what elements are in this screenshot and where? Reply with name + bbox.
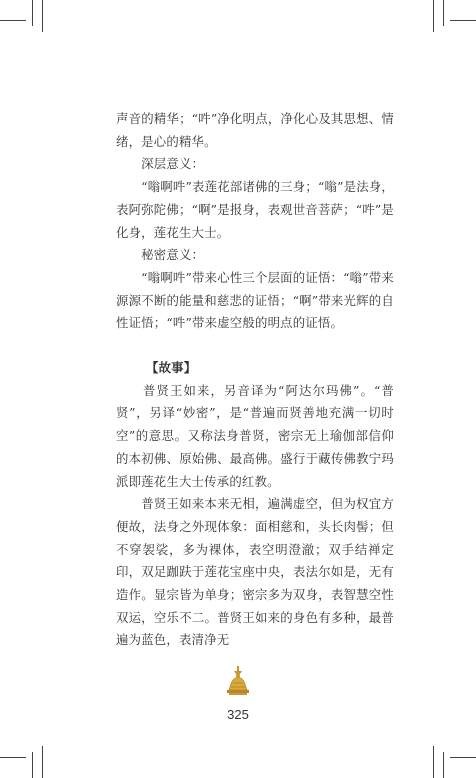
crop-mark — [32, 752, 33, 778]
crop-mark — [42, 0, 43, 32]
crop-mark — [0, 757, 26, 758]
paragraph: “嗡啊吽”带来心性三个层面的证悟：“嗡”带来源源不断的能量和慈悲的证悟；“啊”带来光辉的自性证悟；“吽”带来虚空般的明点的证悟。 — [116, 269, 394, 331]
paragraph: 普贤王如来本来无相，遍满虚空，但为权宜方便故，法身之外现体象：面相慈和，头长肉髻；但不穿袈裟，多为裸体，表空明澄澈；双手结禅定印，双足跏趺于莲花宝座中央，表法尔如是，无有造作。显宗皆为单身；密宗多为双身，表智慧空性双运，空乐不二。普贤王如来的身色有多种，最普遍为蓝色，表清净无 — [116, 496, 394, 648]
paragraph: 深层意义： — [116, 156, 205, 172]
paragraph: 声音的精华；“吽”净化明点，净化心及其思想、情绪，是心的精华。 — [116, 111, 394, 149]
paragraph: “嗡啊吽”表莲花部诸佛的三身；“嗡”是法身，表阿弥陀佛；“啊”是报身，表观世音菩萨；“吽”是化身，莲花生大士。 — [116, 179, 394, 240]
crop-mark — [433, 0, 434, 32]
page-number: 325 — [227, 707, 249, 722]
golden-bell-icon — [226, 666, 250, 696]
crop-mark — [32, 0, 33, 26]
crop-mark — [433, 746, 434, 778]
crop-mark — [42, 746, 43, 778]
section-gap — [116, 335, 394, 357]
paragraph: 秘密意义： — [116, 247, 205, 263]
crop-mark — [450, 20, 476, 21]
crop-mark — [443, 0, 444, 26]
body-text — [116, 108, 394, 652]
paragraph: 普贤王如来，另音译为“阿达尔玛佛”。“普贤”，另译“妙密”，是“普遍而贤善地充满一切时空”的意思。又称法身普贤，密宗无上瑜伽部信仰的本初佛、原始佛、最高佛。盛行于藏传佛教宁玛派即莲花生大士传承的红教。 — [116, 382, 394, 489]
crop-mark — [443, 752, 444, 778]
story-heading: 【故事】 — [146, 360, 197, 376]
crop-mark — [450, 757, 476, 758]
crop-mark — [0, 20, 26, 21]
